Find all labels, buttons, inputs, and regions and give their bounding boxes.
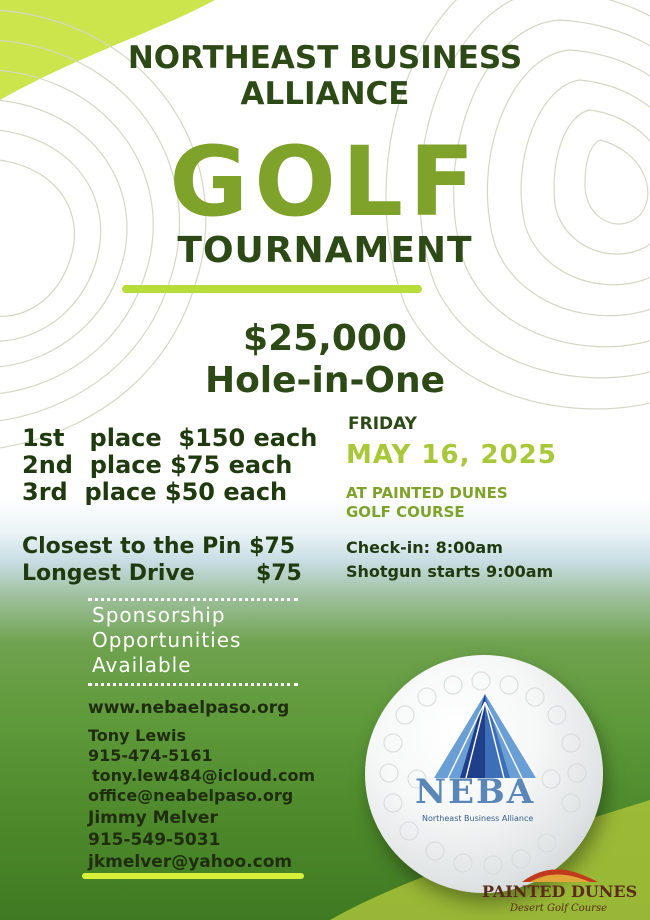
event-title-main: GOLF — [169, 126, 481, 238]
sponsorship-line1: Sponsorship — [92, 603, 226, 627]
contact2-name: Jimmy Melver — [88, 808, 218, 828]
extra-prize-label: Closest to the Pin — [22, 534, 242, 559]
contact2-phone[interactable]: 915-549-5031 — [88, 830, 221, 850]
extra-prize-label: Longest Drive — [22, 561, 195, 586]
org-name-line2: ALLIANCE — [240, 76, 410, 112]
extra-prize-row-1 — [22, 534, 295, 559]
email-highlight — [82, 873, 304, 879]
event-title-sub: TOURNAMENT — [177, 230, 473, 271]
venue-line1: AT PAINTED DUNES — [346, 484, 508, 502]
neba-logo-subtitle: Northeast Business Alliance — [422, 814, 534, 823]
placing-amount: $150 each — [178, 424, 318, 452]
venue-line2: GOLF COURSE — [346, 503, 465, 521]
placing-amount: $75 each — [170, 451, 293, 479]
office-email[interactable]: office@neabelpaso.org — [88, 786, 294, 805]
extra-prize-row-2 — [22, 561, 302, 586]
extra-prize-amount: $75 — [255, 561, 302, 586]
placing-rank: 2nd — [22, 451, 73, 479]
prize-name: Hole-in-One — [204, 360, 446, 401]
neba-logo-text: NEBA — [415, 772, 536, 812]
title-underline — [122, 285, 422, 293]
shotgun-time: Shotgun starts 9:00am — [346, 562, 554, 581]
dotted-divider-top — [88, 598, 298, 601]
painted-dunes-logo-text: PAINTED DUNES — [482, 882, 638, 901]
placing-rank: 3rd — [22, 478, 68, 506]
neba-logo-icon — [430, 692, 540, 782]
painted-dunes-logo-icon — [520, 864, 600, 884]
sponsorship-line3: Available — [92, 653, 192, 677]
event-day: FRIDAY — [348, 414, 417, 434]
sponsorship-line2: Opportunities — [92, 628, 242, 652]
checkin-time: Check-in: 8:00am — [346, 538, 503, 557]
placing-amount: $50 each — [164, 478, 288, 506]
placing-word: place — [84, 478, 157, 506]
org-name — [0, 40, 650, 112]
placing-row-3 — [22, 478, 287, 506]
website-link[interactable]: www.nebaelpaso.org — [88, 698, 290, 718]
dotted-divider-bottom — [88, 683, 298, 686]
extra-prize-amount: $75 — [249, 534, 296, 559]
event-date: MAY 16, 2025 — [346, 440, 557, 470]
painted-dunes-logo-subtitle: Desert Golf Course — [510, 903, 607, 914]
contact2-email[interactable]: jkmelver@yahoo.com — [88, 852, 293, 872]
placing-row-2 — [22, 451, 292, 479]
org-name-line1: NORTHEAST BUSINESS — [127, 40, 523, 76]
contact1-phone[interactable]: 915-474-5161 — [88, 746, 213, 765]
contact1-name: Tony Lewis — [88, 726, 187, 745]
placing-row-1 — [22, 424, 317, 452]
placing-word: place — [89, 424, 162, 452]
placing-word: place — [89, 451, 162, 479]
placing-rank: 1st — [22, 424, 65, 452]
prize-amount: $25,000 — [243, 318, 407, 359]
contact1-email[interactable]: tony.lew484@icloud.com — [92, 766, 316, 785]
